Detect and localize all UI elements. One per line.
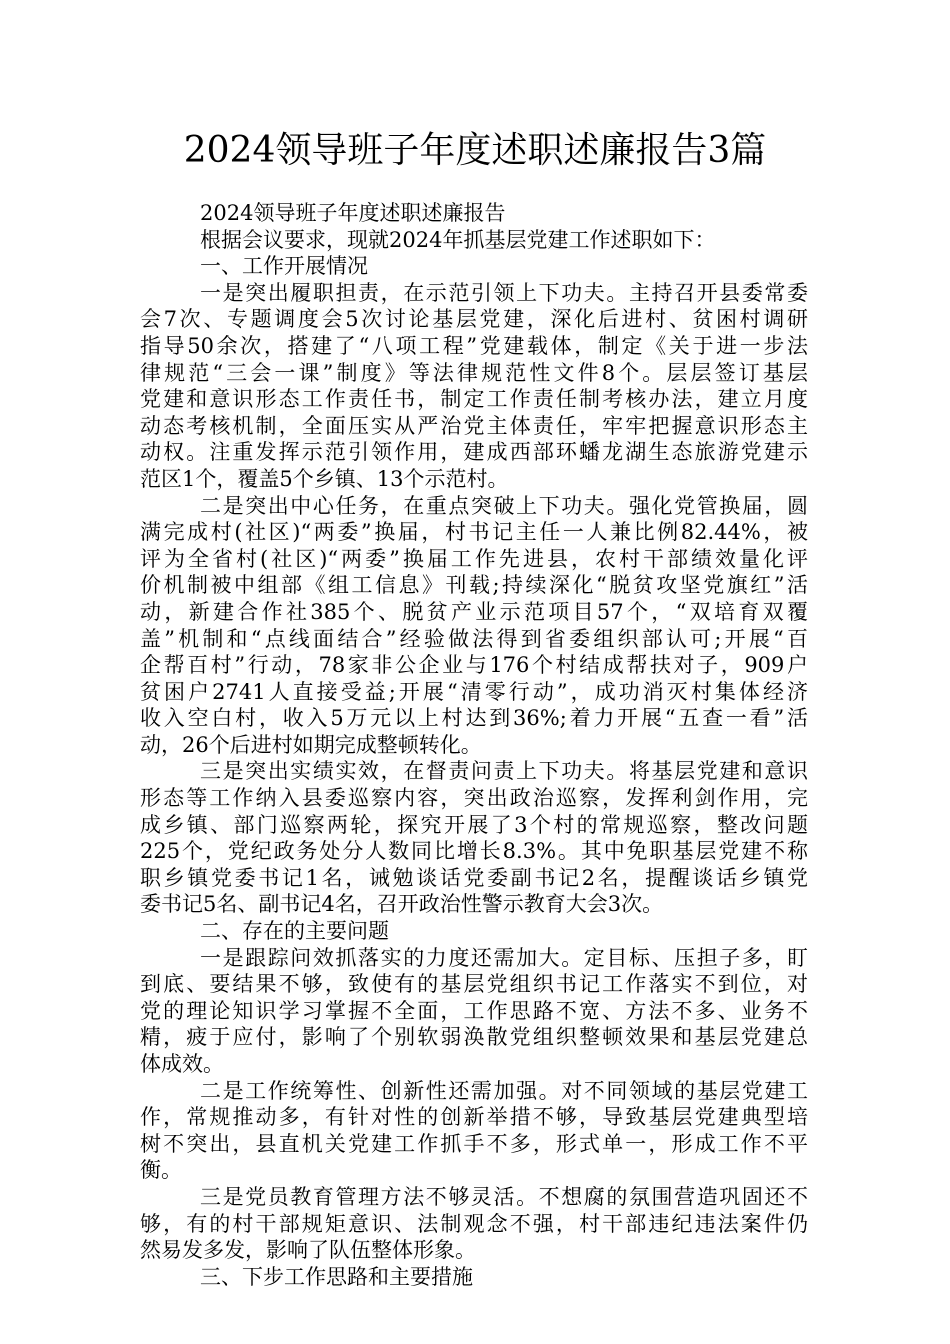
paragraph-line: 价机制被中组部《组工信息》刊载;持续深化“脱贫攻坚党旗红”活 — [140, 573, 808, 598]
paragraph-line: 动，26个后进村如期完成整顿转化。 — [140, 732, 482, 757]
paragraph-line: 一是跟踪问效抓落实的力度还需加大。定目标、压担子多，盯 — [200, 945, 808, 970]
paragraph-line: 动态考核机制，全面压实从严治党主体责任，牢牢把握意识形态主 — [140, 413, 808, 438]
paragraph-line: 然易发多发，影响了队伍整体形象。 — [140, 1238, 476, 1263]
section-heading-3: 三、下步工作思路和主要措施 — [200, 1264, 473, 1289]
paragraph-line: 党的理论知识学习掌握不全面，工作思路不宽、方法不多、业务不 — [140, 998, 808, 1023]
paragraph-line: 范区1个，覆盖5个乡镇、13个示范村。 — [140, 466, 509, 491]
paragraph-line: 成乡镇、部门巡察两轮，探究开展了3个村的常规巡察，整改问题 — [140, 812, 808, 837]
paragraph-line: 动，新建合作社385个、脱贫产业示范项目57个，“双培育双覆 — [140, 599, 808, 624]
paragraph-line: 盖”机制和“点线面结合”经验做法得到省委组织部认可;开展“百 — [140, 626, 808, 651]
paragraph-line: 收入空白村，收入5万元以上村达到36%;着力开展“五查一看”活 — [140, 706, 808, 731]
paragraph-line: 树不突出，县直机关党建工作抓手不多，形式单一，形成工作不平 — [140, 1131, 808, 1156]
paragraph-line: 作，常规推动多，有针对性的创新举措不够，导致基层党建典型培 — [140, 1105, 808, 1130]
paragraph-line: 指导50余次，搭建了“八项工程”党建载体，制定《关于进一步法 — [140, 333, 808, 358]
paragraph-line: 委书记5名、副书记4名，召开政治性警示教育大会3次。 — [140, 892, 664, 917]
paragraph-line: 党建和意识形态工作责任书，制定工作责任制考核办法，建立月度 — [140, 387, 808, 412]
paragraph-line: 形态等工作纳入县委巡察内容，突出政治巡察，发挥利剑作用，完 — [140, 786, 808, 811]
paragraph-line: 评为全省村(社区)“两委”换届工作先进县，农村干部绩效量化评 — [140, 546, 808, 571]
paragraph-line: 满完成村(社区)“两委”换届，村书记主任一人兼比例82.44%，被 — [140, 520, 808, 545]
document-body — [140, 200, 808, 1290]
document-title: 2024领导班子年度述职述廉报告3篇 — [183, 130, 767, 171]
paragraph-line: 够，有的村干部规矩意识、法制观念不强，村干部违纪违法案件仍 — [140, 1211, 808, 1236]
paragraph-line: 贫困户2741人直接受益;开展“清零行动”，成功消灭村集体经济 — [140, 679, 808, 704]
paragraph-line: 企帮百村”行动，78家非公企业与176个村结成帮扶对子，909户 — [140, 653, 808, 678]
paragraph-line: 二是突出中心任务，在重点突破上下功夫。强化党管换届，圆 — [200, 493, 808, 518]
paragraph-line: 职乡镇党委书记1名，诫勉谈话党委副书记2名，提醒谈话乡镇党 — [140, 865, 808, 890]
paragraph-line: 衡。 — [140, 1158, 182, 1183]
paragraph-line: 精，疲于应付，影响了个别软弱涣散党组织整顿效果和基层党建总 — [140, 1025, 808, 1050]
section-heading-2: 二、存在的主要问题 — [200, 919, 389, 944]
section-heading-1: 一、工作开展情况 — [200, 254, 368, 279]
paragraph-line: 三是党员教育管理方法不够灵活。不想腐的氛围营造巩固还不 — [200, 1184, 808, 1209]
paragraph-line: 律规范“三会一课”制度》等法律规范性文件8个。层层签订基层 — [140, 360, 808, 385]
paragraph-line: 到底、要结果不够，致使有的基层党组织书记工作落实不到位，对 — [140, 972, 808, 997]
paragraph-line: 一是突出履职担责，在示范引领上下功夫。主持召开县委常委 — [200, 280, 808, 305]
paragraph-line: 会7次、专题调度会5次讨论基层党建，深化后进村、贫困村调研 — [140, 307, 808, 332]
subtitle-line: 2024领导班子年度述职述廉报告 — [200, 201, 506, 225]
paragraph-line: 体成效。 — [140, 1052, 224, 1076]
paragraph-line: 二是工作统筹性、创新性还需加强。对不同领域的基层党建工 — [200, 1078, 808, 1103]
paragraph-line: 三是突出实绩实效，在督责问责上下功夫。将基层党建和意识 — [200, 759, 808, 784]
paragraph-line: 动权。注重发挥示范引领作用，建成西部环蟠龙湖生态旅游党建示 — [140, 440, 808, 465]
intro-line: 根据会议要求，现就2024年抓基层党建工作述职如下： — [200, 227, 716, 252]
paragraph-line: 225个，党纪政务处分人数同比增长8.3%。其中免职基层党建不称 — [140, 839, 808, 864]
